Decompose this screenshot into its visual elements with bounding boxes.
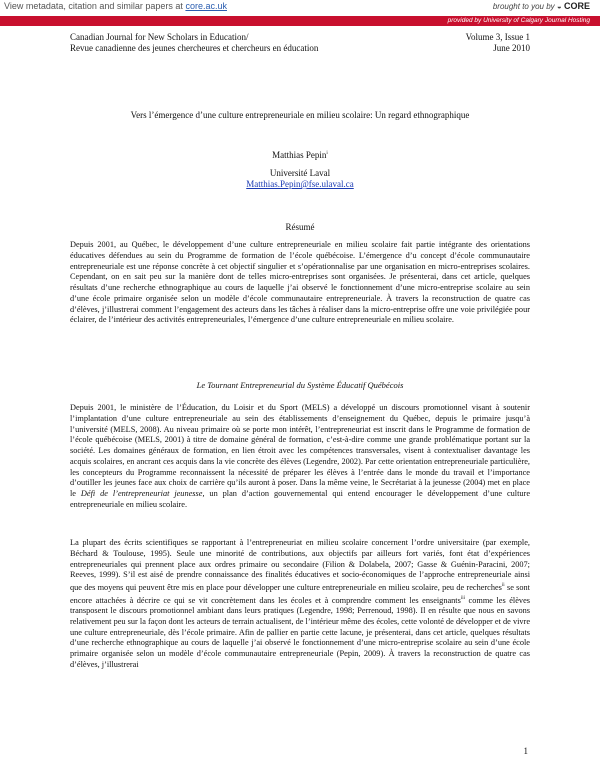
core-banner (0, 0, 600, 14)
body-paragraph: La plupart des écrits scientifiques se rapportant à l’entrepreneuriat en milieu scolaire concernent l’ordre universitaire (par exemple, Béchard & Toulouse, 1995). Seule une minorité de contributions, aux objectifs par ailleurs fort variés, font état d’expériences entrepreneuriales qui prennent place aux ordres primaire ou secondaire (Filion & Dolabela, 2007; Gasse & Guénin-Paracini, 2007; Reeves, 1999). S’il est aisé de prendre connaissance des finalités éducatives et socio-économiques de l’approche entrepreneuriale ainsi que des moyens qui peuvent être mis en place pour développer une culture entrepreneuriale en milieu scolaire, peu de recherches$^{ii}$ se sont encore attachées à décrire ce qui se vit concrètement dans les écoles et à comprendre comment les enseignants$^{iii}$ comme les élèves transposent le discours promotionnel ambiant dans leurs pratiques (Legendre, 1998; Perrenoud, 1998). Il en résulte que nous en savons relativement peu sur la façon dont les acteurs de terrain actualisent, de l’intérieur même des écoles, cette volonté de développer et de vivre une culture entrepreneuriale, dès l’école primaire. Afin de pallier en partie cette lacune, je présenterai, dans cet article, quelques résultats d’une recherche ethnographique au cours de laquelle j’ai observé le fonctionnement d’une micro-entreprise scolaire au sein d’une école primaire organisée selon un modèle d’école communautaire entrepreneuriale (Pepin, 2009). À travers la reconstruction de quatre cas d’élèves, j’illustrerai (70, 538, 530, 669)
core-brand[interactable]: brought to you by ◒ CORE (492, 1, 590, 11)
core-logo-icon: ◒ (556, 2, 562, 11)
core-link[interactable]: core.ac.uk (185, 1, 227, 11)
metadata-link-text: View metadata, citation and similar papers at core.ac.uk (4, 1, 227, 11)
abstract-paragraph: Depuis 2001, au Québec, le développement d’une culture entrepreneuriale en milieu scolaire fait partie intégrante des orientations éducatives défendues au sein du Programme de formation de l’école québécoise. L’émergence d’u concept d’école communautaire entrepreneuriale est une réponse concrète à cet objectif singulier et s’opérationnalise par une organisation en micro-entreprises scolaires. Cependant, on en sait peu sur la manière dont de telles micro-entreprises sont organisées. Je présenterai, dans cet article, quelques résultats d’une recherche ethnographique au cours de laquelle j’ai observé le fonctionnement d’une micro-entreprise scolaire au sein d’une école primaire organisée selon un modèle d’école communautaire entrepreneuriale. À travers la reconstruction de quatre cas d’élèves, j’illustrerai comment l’engagement des acteurs dans les tâches à réaliser dans la micro-entreprise offre une voie privilégiée pour éclairer, de l’intérieur des activités entrepreneuriales, l’émergence d’une culture entrepreneuriale en milieu scolaire. (70, 240, 530, 325)
section-heading: Le Tournant Entrepreneurial du Système Éducatif Québécois (196, 380, 404, 390)
author-affiliation (60, 168, 540, 190)
author-footnote-marker[interactable]: i (326, 151, 328, 156)
affiliation-university: Université Laval (269, 168, 331, 178)
provider-text: provided by University of Calgary Journal Hosting (447, 17, 590, 24)
abstract-heading: Résumé (285, 222, 315, 232)
footnote-marker[interactable]: iii (460, 595, 466, 601)
journal-name: Canadian Journal for New Scholars in Education/ Revue canadienne des jeunes chercheures et chercheurs en éducation (70, 32, 319, 53)
footnote-marker[interactable]: ii (501, 583, 505, 588)
volume-issue: Volume 3, Issue 1 (465, 32, 530, 42)
body-paragraph: Depuis 2001, le ministère de l’Éducation, du Loisir et du Sport (MELS) a développé un discours promotionnel visant à soutenir l’implantation d’une culture entrepreneuriale au sein des établissements d’enseignement du Québec, depuis le primaire jusqu’à l’université (MELS, 2008). Au niveau primaire où se porte mon intérêt, l’entrepreneuriat est inscrit dans le Programme de formation de l’école québécoise (MELS, 2001) à titre de domaine général de formation, c’est-à-dire comme une grande problématique portant sur la société. Les domaines généraux de formation, en lien étroit avec les compétences transversales, visent à contextualiser davantage les acquis scolaires, en ancrant ces acquis dans la vie concrète des élèves (Legendre, 2002). Par cette orientation entrepreneuriale particulière, les concepteurs du Programme reconnaissent la nécessité de préparer les élèves à l’entrée dans le monde du travail et l’importance d’outiller les jeunes face aux choix de carrière qu’ils auront à poser. Dans la même veine, le Secrétariat à la jeunesse (2004) met en place le Défi de l’entrepreneuriat jeunesse, un plan d’action gouvernemental qui entend encourager le développement d’une culture entrepreneuriale en milieu scolaire. (70, 403, 530, 509)
article-title: Vers l’émergence d’une culture entrepreneuriale en milieu scolaire: Un regard ethnographique (130, 110, 470, 120)
provider-bar (0, 16, 600, 26)
issue-date: June 2010 (493, 43, 530, 53)
page-number: 1 (523, 746, 528, 756)
issue-info (466, 32, 530, 54)
author-name: Matthias Pepin$^i$ (272, 150, 328, 160)
author-email-link[interactable]: Matthias.Pepin@fse.ulaval.ca (246, 179, 354, 189)
